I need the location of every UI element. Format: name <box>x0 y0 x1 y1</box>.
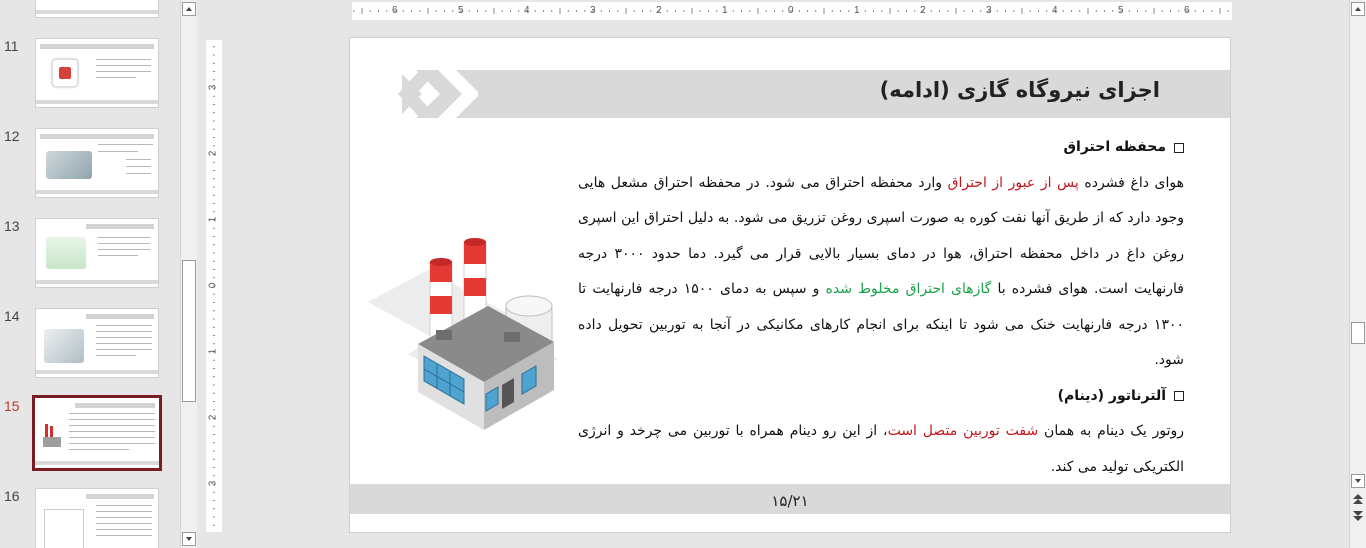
bullet-heading-alternator <box>578 379 1184 415</box>
slide-thumbnail-13[interactable] <box>35 218 159 288</box>
highlighted-text: شفت توربین متصل است <box>887 423 1039 439</box>
scrollbar-thumb[interactable] <box>1351 322 1365 344</box>
double-chevron-down-icon <box>1351 509 1365 523</box>
thumbnail-row-12 <box>0 128 180 208</box>
ruler-label: 3 <box>207 480 219 487</box>
slide-thumbnail-10[interactable] <box>35 0 159 18</box>
ruler-label: 2 <box>207 414 219 421</box>
ruler-label: 1 <box>854 5 860 16</box>
heading-text: آلترناتور (دینام) <box>1057 387 1166 404</box>
thumb-picture <box>46 151 92 179</box>
thumb-picture <box>44 329 84 363</box>
ruler-label: 3 <box>207 84 219 91</box>
paragraph-alternator <box>578 414 1184 485</box>
slide-number: 11 <box>4 38 19 54</box>
slide-number: 15 <box>4 398 20 414</box>
ruler-label: 5 <box>1118 5 1124 16</box>
arrow-up-icon <box>1355 7 1361 11</box>
scroll-down-button[interactable] <box>182 532 196 546</box>
thumb-picture <box>44 509 84 548</box>
slide-thumbnail-16[interactable] <box>35 488 159 548</box>
slide-number: 16 <box>4 488 20 504</box>
ruler-label: 1 <box>207 348 219 355</box>
thumb-picture <box>46 237 86 269</box>
thumbnail-row-13 <box>0 218 180 298</box>
previous-slide-button[interactable] <box>1351 492 1365 506</box>
slide-canvas[interactable] <box>349 37 1231 533</box>
text-run: و سپس به دمای ۱۵۰۰ درجه فارنهایت تا ۱۳۰۰ درجه فارنهایت خنک می شود تا اینکه برای انجام کارهای مکانیکی در آنجا به توربین تحویل داده شود. <box>578 281 1184 368</box>
text-run: ، از این رو دینام همراه با توربین می چرخد و انرژی الکتریکی تولید می کند. <box>578 423 1184 475</box>
ruler-label: 6 <box>1184 5 1190 16</box>
editor-scrollbar[interactable] <box>1349 0 1366 548</box>
slide-body[interactable] <box>578 130 1184 485</box>
slide-number: 14 <box>4 308 20 324</box>
scroll-down-button[interactable] <box>1351 474 1365 488</box>
ruler-label: 4 <box>1052 5 1058 16</box>
next-slide-button[interactable] <box>1351 508 1365 522</box>
slide-title[interactable]: اجزای نیروگاه گازی (ادامه) <box>879 78 1160 102</box>
vertical-ruler[interactable] <box>206 40 222 532</box>
ruler-label: 5 <box>458 5 464 16</box>
highlighted-text: گازهای احتراق مخلوط شده <box>825 281 992 297</box>
thumbnail-row-11 <box>0 38 180 118</box>
square-bullet-icon <box>1174 143 1184 153</box>
ruler-label: 1 <box>722 5 728 16</box>
highlighted-text: پس از عبور از احتراق <box>947 174 1079 191</box>
slide-thumbnail-14[interactable] <box>35 308 159 378</box>
ruler-label: 0 <box>788 5 794 16</box>
ruler-label: 6 <box>392 5 398 16</box>
heading-text: محفظه احتراق <box>1063 139 1166 155</box>
thumb-picture <box>41 424 63 450</box>
paragraph-combustion <box>578 166 1184 379</box>
factory-icon[interactable] <box>368 234 558 434</box>
thumbnail-row-14 <box>0 308 180 388</box>
double-chevron-up-icon <box>1351 493 1365 507</box>
ruler-label: 2 <box>656 5 662 16</box>
ruler-label: 1 <box>207 216 219 223</box>
scrollbar-thumb[interactable] <box>182 260 196 402</box>
thumb-picture <box>52 59 78 87</box>
arrow-up-icon <box>186 7 192 11</box>
square-bullet-icon <box>1174 391 1184 401</box>
thumbnail-scrollbar[interactable] <box>180 0 197 548</box>
horizontal-ruler[interactable] <box>352 2 1232 20</box>
slide-thumbnail-pane <box>0 0 180 548</box>
slide-number: 13 <box>4 218 20 234</box>
chevron-left-icon <box>398 70 438 118</box>
text-run: هوای داغ فشرده <box>1078 174 1184 191</box>
page-number: ۱۵/۲۱ <box>771 492 809 510</box>
bullet-heading-combustion <box>578 130 1184 166</box>
slide-thumbnail-11[interactable] <box>35 38 159 108</box>
ruler-label: 2 <box>207 150 219 157</box>
arrow-down-icon <box>186 537 192 541</box>
slide-thumbnail-15[interactable] <box>32 395 162 471</box>
ruler-label: 2 <box>920 5 926 16</box>
thumbnail-row-15 <box>0 398 180 478</box>
ruler-label: 4 <box>524 5 530 16</box>
slide-number: 12 <box>4 128 20 144</box>
slide-thumbnail-12[interactable] <box>35 128 159 198</box>
thumbnail-row-16 <box>0 488 180 548</box>
ruler-label: 3 <box>986 5 992 16</box>
ruler-label: 3 <box>590 5 596 16</box>
scroll-up-button[interactable] <box>1351 2 1365 16</box>
scroll-up-button[interactable] <box>182 2 196 16</box>
text-run: روتور یک دینام به همان <box>1038 423 1185 439</box>
arrow-down-icon <box>1355 479 1361 483</box>
ruler-label: 0 <box>207 282 219 289</box>
text-run: وارد محفظه احتراق می شود. در محفظه احتراق مشعل هایی وجود دارد که از طریق آنها نفت کوره به صورت اسپری روغن تزریق می شود. به دلیل احتراق این اسپری روغن داغ در داخل محفظه احتراق، هوا در دمای بسیار بالایی قرار می گیرد. دما حدود ۳۰۰۰ درجه فارنهایت است. هوای فشرده با <box>578 174 1185 297</box>
